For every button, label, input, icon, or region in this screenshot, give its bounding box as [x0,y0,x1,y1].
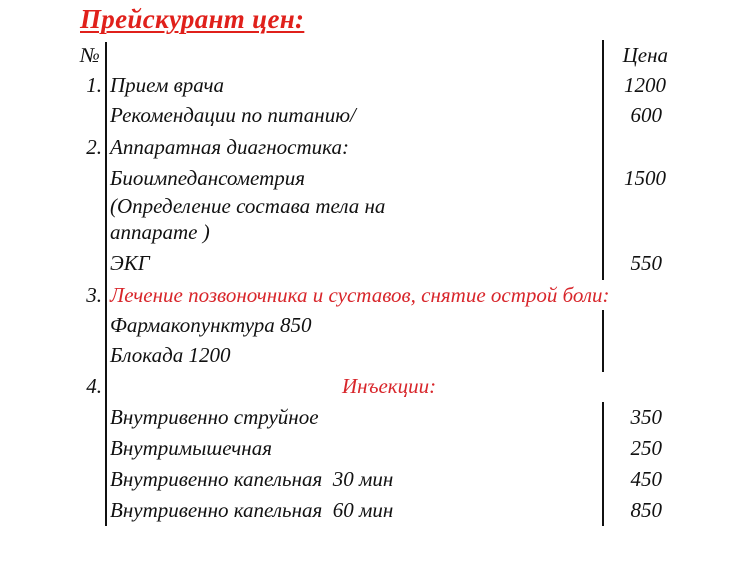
right-column-rule-2 [602,310,604,372]
row-number: 4. [86,374,102,398]
service-price: 350 [630,405,662,429]
service-note: (Определение состава тела на [110,194,386,218]
section-heading: Лечение позвоночника и суставов, снятие острой боли: [110,283,610,307]
left-column-rule [105,42,107,526]
row-number: 2. [86,135,102,159]
service-price: 250 [630,436,662,460]
service-name: Биоимпедансометрия [110,166,305,190]
service-name: Внутривенно капельная 30 мин [110,467,394,491]
service-price: 1200 [624,73,666,97]
service-name: Прием врача [110,73,224,97]
section-heading: Аппаратная диагностика: [110,135,349,159]
service-price: 600 [630,103,662,127]
page-title: Прейскурант цен: [80,4,305,34]
service-name: Внутримышечная [110,436,272,460]
service-name: Фармакопунктура 850 [110,313,312,337]
price-header: Цена [622,43,668,67]
service-name: Внутривенно струйное [110,405,319,429]
service-price: 550 [630,251,662,275]
section-heading: Инъекции: [342,374,437,398]
service-name: ЭКГ [110,251,150,275]
service-price: 850 [630,498,662,522]
service-name: Внутривенно капельная 60 мин [110,498,394,522]
row-number: 1. [86,73,102,97]
service-name: Рекомендации по питанию/ [110,103,356,127]
service-price: 450 [630,467,662,491]
service-note: аппарате ) [110,220,210,244]
row-number: 3. [86,283,102,307]
service-name: Блокада 1200 [110,343,231,367]
service-price: 1500 [624,166,666,190]
number-header: № [80,43,100,67]
